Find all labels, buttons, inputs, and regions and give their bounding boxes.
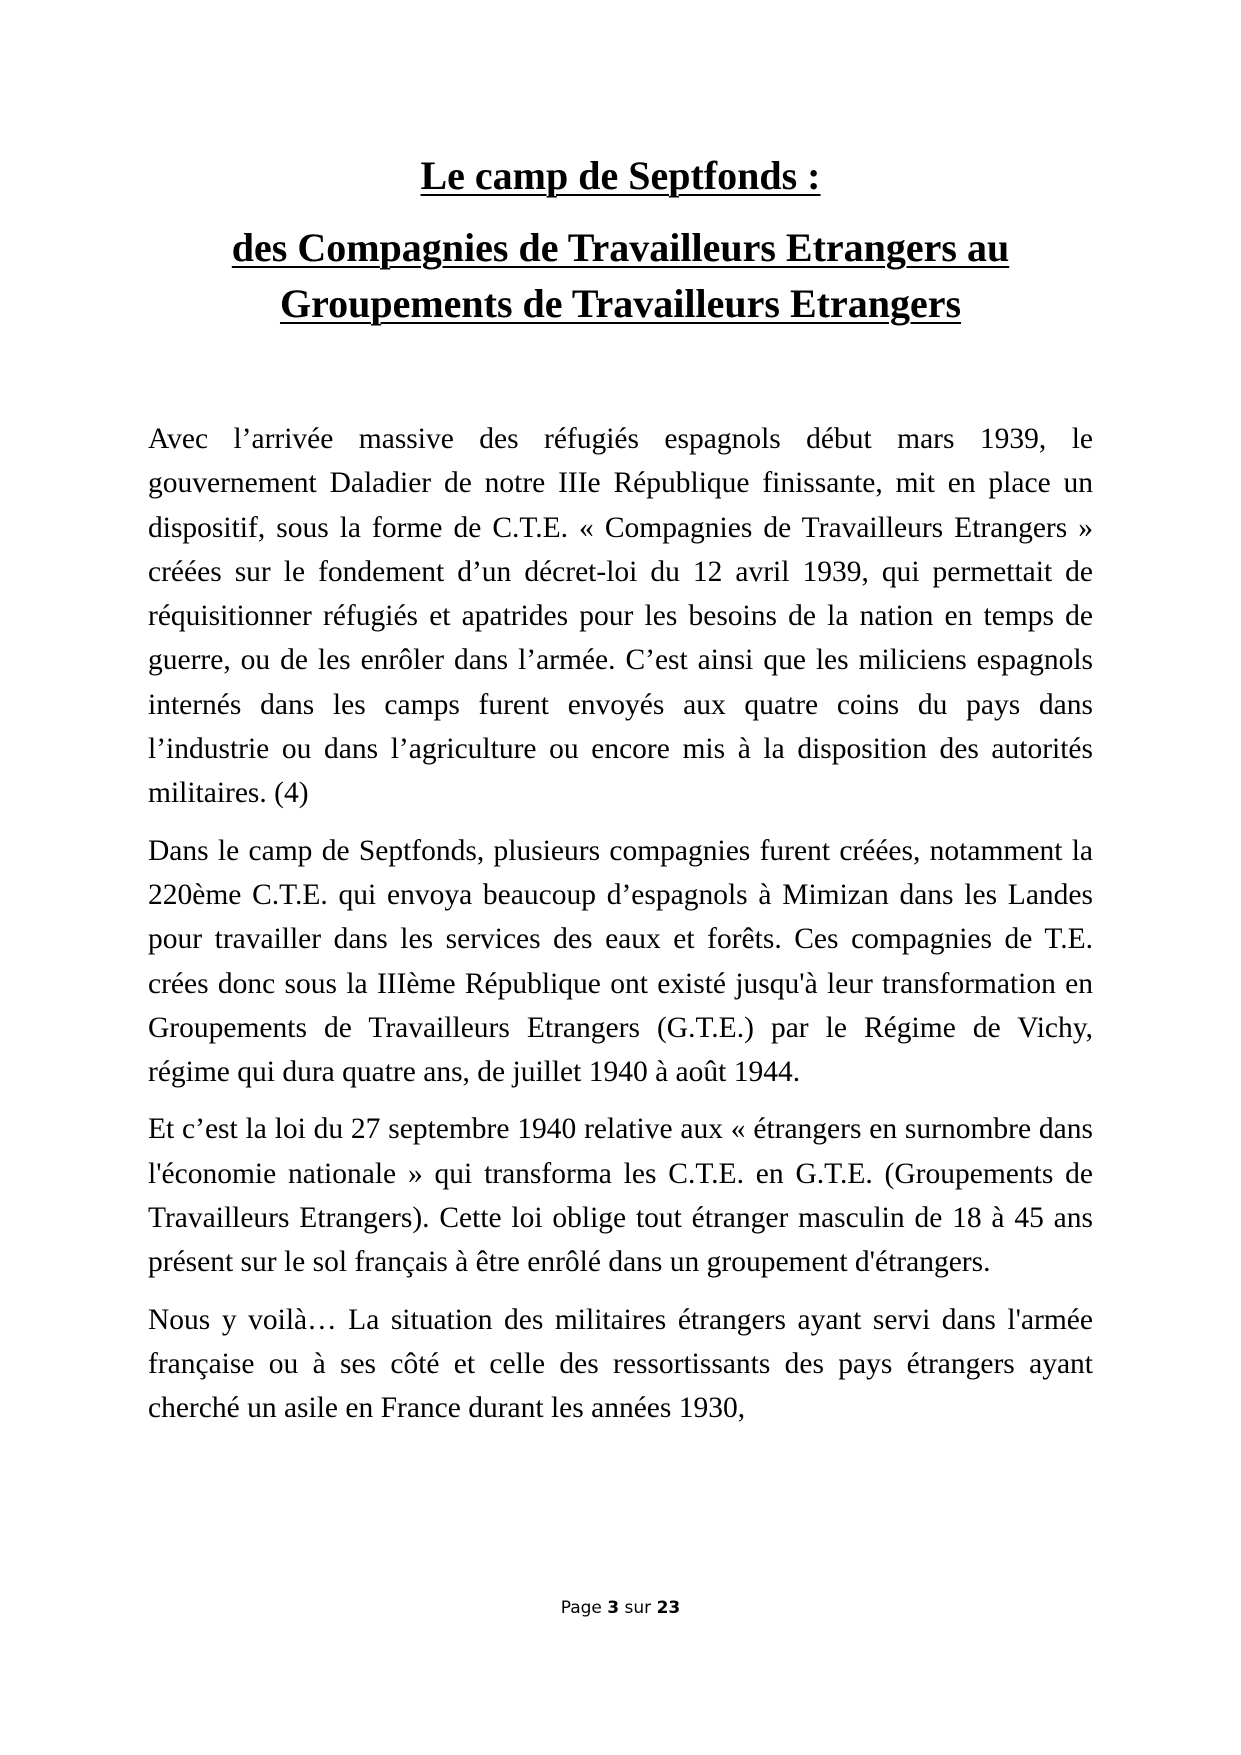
title-line-3: Groupements de Travailleurs Etrangers <box>279 281 962 326</box>
paragraph-4: Nous y voilà… La situation des militaires étrangers ayant servi dans l'armée française ou à ses côté et celle des ressortissants des pays étrangers ayant cherché un asile en France durant les années 1930, <box>148 1303 1093 1425</box>
document-title <box>150 148 1091 332</box>
paragraph-2: Dans le camp de Septfonds, plusieurs compagnies furent créées, notamment la 220ème C.T.E. qui envoya beaucoup d’espagnols à Mimizan dans les Landes pour travailler dans les services des eaux et forêts. Ces compagnies de T.E. crées donc sous la IIIème République ont existé jusqu'à leur transformation en Groupements de Travailleurs Etrangers (G.T.E.) par le Régime de Vichy, régime qui dura quatre ans, de juillet 1940 à août 1944. <box>148 834 1093 1089</box>
footer-page-word: Page <box>560 1598 602 1618</box>
document-body <box>148 417 1093 1444</box>
page-footer <box>0 1597 1241 1619</box>
paragraph-3: Et c’est la loi du 27 septembre 1940 relative aux « étrangers en surnombre dans l'économie nationale » qui transforma les C.T.E. en G.T.E. (Groupements de Travailleurs Etrangers). Cette loi oblige tout étranger masculin de 18 à 45 ans présent sur le sol français à être enrôlé dans un groupement d'étrangers. <box>148 1113 1093 1279</box>
paragraph-1: Avec l’arrivée massive des réfugiés espagnols début mars 1939, le gouvernement Daladier de notre IIIe République finissante, mit en place un dispositif, sous la forme de C.T.E. « Compagnies de Travailleurs Etrangers » créées sur le fondement d’un décret-loi du 12 avril 1939, qui permettait de réquisitionner réfugiés et apatrides pour les besoins de la nation en temps de guerre, ou de les enrôler dans l’armée. C’est ainsi que les miliciens espagnols internés dans les camps furent envoyés aux quatre coins du pays dans l’industrie ou dans l’agriculture ou encore mis à la disposition des autorités militaires. (4) <box>148 423 1093 810</box>
footer-page-total: 23 <box>656 1598 681 1618</box>
title-line-2: des Compagnies de Travailleurs Etrangers au <box>231 225 1010 270</box>
footer-of-word: sur <box>624 1598 652 1618</box>
footer-page-number: 3 <box>607 1598 620 1618</box>
title-line-1: Le camp de Septfonds : <box>420 153 821 198</box>
